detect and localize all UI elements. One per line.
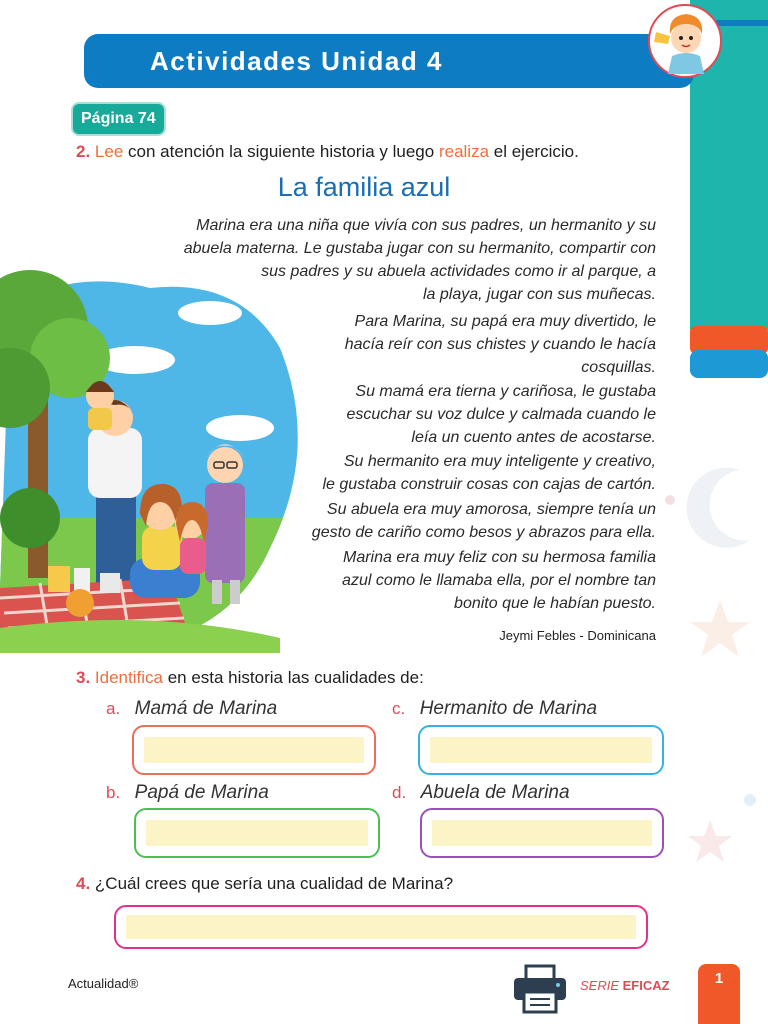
answer-fill-area[interactable] [146,820,368,846]
question-4 [76,874,453,894]
item-text: Abuela de Marina [420,782,570,803]
story-line: sus padres y su abuela actividades como ir al parque, a [261,263,656,280]
answer-box-abuela[interactable] [420,808,664,858]
answer-fill-area[interactable] [144,737,364,763]
story-line: Para Marina, su papá era muy divertido, le [354,313,656,330]
item-d-label [392,782,570,804]
item-text: Mamá de Marina [134,698,278,719]
story-title: La familia azul [277,172,451,202]
story-line: bonito que le habían puesto. [454,595,656,612]
story-line: Marina era una niña que vivía con sus padres, un hermanito y su [196,217,656,234]
story-line: Su mamá era tierna y cariñosa, le gustaba [355,383,656,400]
page-title: Actividades Unidad 4 [150,46,443,76]
question-number: 2. [76,142,91,161]
item-letter: b. [106,783,121,802]
background-decoration [640,380,768,980]
instruction-text: con atención la siguiente historia y luego [123,142,439,161]
question-3 [76,668,424,688]
question-2 [76,142,579,162]
item-letter: a. [106,699,121,718]
answer-fill-area[interactable] [126,915,636,939]
answer-fill-area[interactable] [430,737,652,763]
story-line: Marina era muy feliz con su hermosa familia [342,549,656,566]
answer-box-mama[interactable] [132,725,376,775]
story-author: Jeymi Febles - Dominicana [499,628,656,643]
series-prefix: SERIE [580,978,620,993]
instruction-verb: Identifica [94,668,163,687]
story-line: la playa, jugar con sus muñecas. [422,286,656,303]
page-number: 1 [714,970,724,987]
story-paragraph [346,380,656,449]
story-line: Su abuela era muy amorosa, siempre tenía un [326,501,656,518]
story-line: cosquillas. [581,359,656,376]
series-label [580,978,670,993]
answer-box-hermanito[interactable] [418,725,664,775]
series-name: EFICAZ [622,978,670,993]
instruction-text: en esta historia las cualidades de: [162,668,424,687]
instruction-text: ¿Cuál crees que sería una cualidad de Marina? [94,874,454,893]
story-line: le gustaba construir cosas con cajas de cartón. [322,476,656,493]
story-paragraph [342,546,656,615]
question-number: 3. [76,668,91,687]
item-letter: d. [392,783,407,802]
story-line: escuchar su voz dulce y calmada cuando le [346,406,656,423]
story-line: gesto de cariño como besos y abrazos para ella. [311,524,656,541]
story-line: azul como le llamaba ella, por el nombre tan [342,572,656,589]
story-paragraph [184,214,656,306]
answer-fill-area[interactable] [432,820,652,846]
story-line: abuela materna. Le gustaba jugar con su hermanito, compartir con [183,240,656,257]
answer-box-marina[interactable] [114,905,648,949]
story-line: leía un cuento antes de acostarse. [411,429,656,446]
answer-box-papa[interactable] [134,808,380,858]
item-text: Hermanito de Marina [419,698,598,719]
instruction-text: el ejercicio. [489,142,579,161]
item-letter: c. [392,699,406,718]
question-number: 4. [76,874,91,893]
publisher-brand: Actualidad® [68,976,139,991]
page-reference-badge: Página 74 [73,104,164,134]
family-picnic-illustration [0,268,300,653]
mascot-illustration [648,4,722,78]
instruction-verb: realiza [438,142,490,161]
story-paragraph [345,310,656,379]
story-paragraph [322,450,656,496]
item-c-label [392,698,597,720]
item-a-label [106,698,277,720]
story-line: Su hermanito era muy inteligente y creativo, [343,453,656,470]
printer-icon[interactable] [512,964,568,1014]
item-text: Papá de Marina [134,782,269,803]
story-line: hacía reír con sus chistes y cuando le hacía [344,336,656,353]
story-paragraph [312,498,656,544]
instruction-verb: Lee [94,142,124,161]
item-b-label [106,782,269,804]
